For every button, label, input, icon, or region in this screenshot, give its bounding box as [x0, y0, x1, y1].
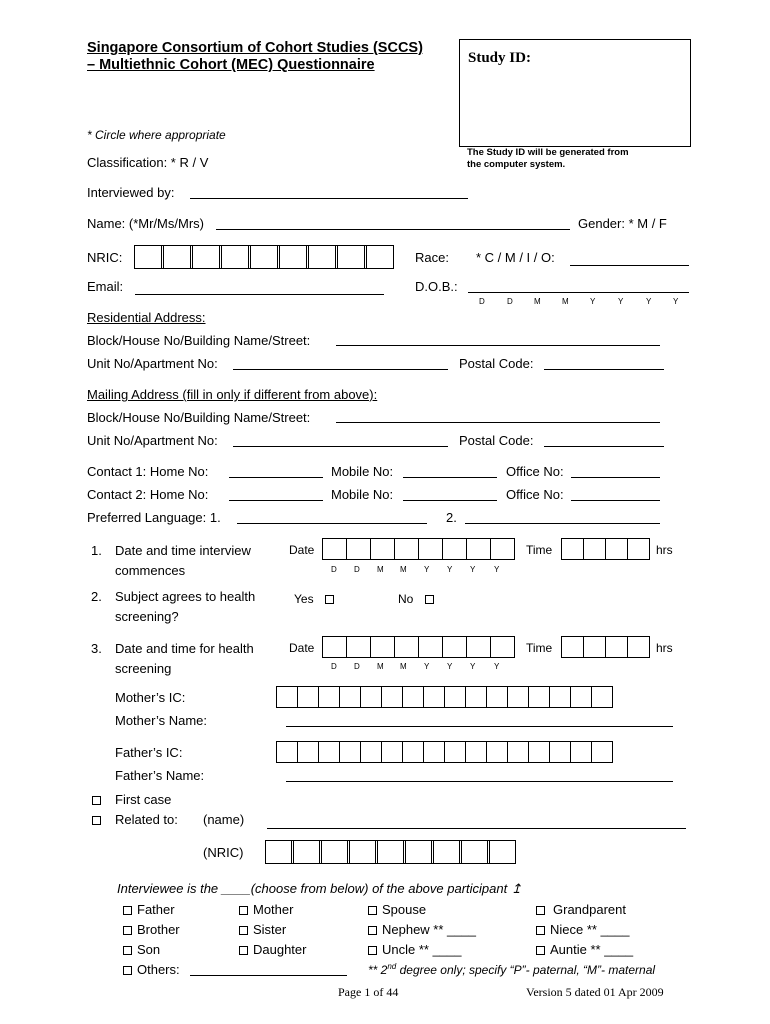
residential-heading: Residential Address:: [87, 310, 206, 325]
related-nric-label: (NRIC): [203, 845, 244, 860]
rel-auntie-label: Auntie ** ____: [550, 942, 634, 957]
dob-label: D.O.B.:: [415, 279, 458, 294]
fathers-ic-boxes[interactable]: [276, 741, 613, 763]
q1-time-boxes[interactable]: [561, 538, 650, 560]
rel-nephew-checkbox[interactable]: [368, 926, 377, 935]
rel-mother-label: Mother: [253, 902, 294, 917]
residential-postal-label: Postal Code:: [459, 356, 534, 371]
rel-others-checkbox[interactable]: [123, 966, 132, 975]
rel-grandparent-checkbox[interactable]: [536, 906, 545, 915]
rel-son-checkbox[interactable]: [123, 946, 132, 955]
contact1-office-label: Office No:: [506, 464, 564, 479]
study-id-note-2: the computer system.: [467, 159, 566, 170]
q1-y1: Y: [424, 565, 430, 574]
study-id-label: Study ID:: [468, 50, 531, 66]
mailing-unit-field[interactable]: [233, 446, 448, 447]
race-label: Race:: [415, 250, 449, 265]
rel-brother-label: Brother: [137, 922, 180, 937]
q3-number: 3.: [91, 641, 102, 656]
first-case-label: First case: [115, 792, 172, 807]
rel-son[interactable]: [123, 942, 160, 957]
dob-field[interactable]: [468, 292, 689, 293]
rel-daughter-label: Daughter: [253, 942, 307, 957]
contact1-mobile-label: Mobile No:: [331, 464, 394, 479]
residential-block-field[interactable]: [336, 345, 660, 346]
q1-y2: Y: [447, 565, 453, 574]
q1-time-label: Time: [526, 543, 553, 557]
dob-y2: Y: [618, 297, 624, 306]
rel-grandparent-label: Grandparent: [553, 902, 626, 917]
mailing-block-field[interactable]: [336, 422, 660, 423]
footnote-sup: nd: [387, 962, 397, 971]
contact2-mobile-label: Mobile No:: [331, 487, 394, 502]
q2-no-label: No: [398, 592, 414, 606]
rel-niece-label: Niece ** ____: [550, 922, 630, 937]
q1-line2: commences: [115, 563, 186, 578]
contact1-home-label: Contact 1: Home No:: [87, 464, 209, 479]
dob-y3: Y: [646, 297, 652, 306]
mothers-name-field[interactable]: [286, 726, 673, 727]
contact1-office-field[interactable]: [571, 477, 660, 478]
q1-date-boxes[interactable]: [322, 538, 515, 560]
q3-d2: D: [354, 662, 360, 671]
language-2-field[interactable]: [465, 523, 660, 524]
dob-d2: D: [507, 297, 513, 306]
language-1-field[interactable]: [237, 523, 427, 524]
footnote-post: degree only; specify “P”- paternal, “M”- maternal: [396, 963, 656, 977]
rel-brother[interactable]: [123, 922, 180, 937]
rel-spouse[interactable]: [368, 902, 426, 917]
mailing-heading: Mailing Address (fill in only if different from above):: [87, 387, 378, 402]
footnote-pre: ** 2: [368, 963, 388, 977]
rel-niece-checkbox[interactable]: [536, 926, 545, 935]
study-id-note-1: The Study ID will be generated from: [467, 147, 629, 158]
related-to-label: Related to:: [115, 812, 178, 827]
rel-uncle[interactable]: [368, 942, 462, 957]
mothers-ic-label: Mother’s IC:: [115, 690, 186, 705]
rel-sister-checkbox[interactable]: [239, 926, 248, 935]
rel-others[interactable]: [123, 962, 180, 977]
q3-time-boxes[interactable]: [561, 636, 650, 658]
residential-postal-field[interactable]: [544, 369, 664, 370]
contact2-office-label: Office No:: [506, 487, 564, 502]
q1-y4: Y: [494, 565, 500, 574]
q1-number: 1.: [91, 543, 102, 558]
related-to-option[interactable]: [92, 812, 178, 827]
q3-hrs-label: hrs: [656, 641, 673, 655]
contact2-home-label: Contact 2: Home No:: [87, 487, 209, 502]
q2-yes-label: Yes: [294, 592, 314, 606]
q3-date-boxes[interactable]: [322, 636, 515, 658]
dob-y1: Y: [590, 297, 596, 306]
q2-line1: Subject agrees to health: [115, 589, 256, 604]
rel-niece[interactable]: [536, 922, 630, 937]
q1-hrs-label: hrs: [656, 543, 673, 557]
q3-line1: Date and time for health: [115, 641, 254, 656]
q2-yes-checkbox[interactable]: [325, 595, 334, 604]
name-field[interactable]: [216, 229, 570, 230]
circle-note: * Circle where appropriate: [87, 128, 226, 142]
rel-grandparent[interactable]: [536, 902, 626, 917]
q2-no-checkbox[interactable]: [425, 595, 434, 604]
q2-no-option[interactable]: [398, 592, 439, 606]
interviewed-by-field[interactable]: [190, 198, 468, 199]
q1-m1: M: [377, 565, 384, 574]
q3-date-label: Date: [289, 641, 315, 655]
q1-d2: D: [354, 565, 360, 574]
q3-line2: screening: [115, 661, 172, 676]
contact2-home-field[interactable]: [229, 500, 323, 501]
related-name-field[interactable]: [267, 828, 686, 829]
degree-footnote: [368, 962, 655, 977]
fathers-name-label: Father’s Name:: [115, 768, 205, 783]
contact1-mobile-field[interactable]: [403, 477, 497, 478]
race-options[interactable]: * C / M / I / O:: [476, 250, 555, 265]
q2-number: 2.: [91, 589, 102, 604]
name-label: Name: (*Mr/Ms/Mrs): [87, 216, 204, 231]
rel-others-field[interactable]: [190, 975, 347, 976]
email-field[interactable]: [135, 294, 384, 295]
rel-daughter[interactable]: [239, 942, 306, 957]
q1-d1: D: [331, 565, 337, 574]
page-number: Page 1 of 44: [338, 985, 399, 999]
interviewed-by-label: Interviewed by:: [87, 185, 175, 200]
form-title-line2: – Multiethnic Cohort (MEC) Questionnaire: [87, 57, 375, 73]
rel-sister-label: Sister: [253, 922, 287, 937]
form-title-line1: Singapore Consortium of Cohort Studies (SCCS): [87, 40, 423, 56]
q1-date-label: Date: [289, 543, 315, 557]
rel-daughter-checkbox[interactable]: [239, 946, 248, 955]
version-text: Version 5 dated 01 Apr 2009: [526, 985, 664, 999]
rel-sister[interactable]: [239, 922, 286, 937]
study-id-box[interactable]: [459, 39, 691, 147]
rel-spouse-checkbox[interactable]: [368, 906, 377, 915]
mothers-name-label: Mother’s Name:: [115, 713, 207, 728]
first-case-option[interactable]: [92, 792, 171, 807]
rel-auntie-checkbox[interactable]: [536, 946, 545, 955]
q2-line2: screening?: [115, 609, 179, 624]
q3-m2: M: [400, 662, 407, 671]
mailing-block-label: Block/House No/Building Name/Street:: [87, 410, 311, 425]
dob-m2: M: [562, 297, 569, 306]
rel-nephew-label: Nephew ** ____: [382, 922, 476, 937]
q1-line1: Date and time interview: [115, 543, 251, 558]
classification: Classification: * R / V: [87, 155, 209, 170]
race-other-field[interactable]: [570, 265, 689, 266]
language-label: Preferred Language: 1.: [87, 510, 221, 525]
rel-brother-checkbox[interactable]: [123, 926, 132, 935]
q2-yes-option[interactable]: [294, 592, 339, 606]
mothers-ic-boxes[interactable]: [276, 686, 613, 708]
email-label: Email:: [87, 279, 124, 294]
rel-spouse-label: Spouse: [382, 902, 427, 917]
q3-y4: Y: [494, 662, 500, 671]
residential-unit-label: Unit No/Apartment No:: [87, 356, 218, 371]
nric-label: NRIC:: [87, 250, 123, 265]
rel-son-label: Son: [137, 942, 161, 957]
mailing-unit-label: Unit No/Apartment No:: [87, 433, 218, 448]
first-case-checkbox[interactable]: [92, 796, 101, 805]
contact2-mobile-field[interactable]: [403, 500, 497, 501]
rel-uncle-label: Uncle ** ____: [382, 942, 462, 957]
q3-d1: D: [331, 662, 337, 671]
q1-m2: M: [400, 565, 407, 574]
rel-others-label: Others:: [137, 962, 180, 977]
dob-m1: M: [534, 297, 541, 306]
contact1-home-field[interactable]: [229, 477, 323, 478]
rel-auntie[interactable]: [536, 942, 633, 957]
q1-y3: Y: [470, 565, 476, 574]
nric-boxes[interactable]: [134, 245, 394, 269]
q3-y1: Y: [424, 662, 430, 671]
rel-mother-checkbox[interactable]: [239, 906, 248, 915]
language-2-label: 2.: [446, 510, 457, 525]
q3-y2: Y: [447, 662, 453, 671]
interviewee-instruction: Interviewee is the ____(choose from below) of the above participant ↥: [117, 881, 522, 896]
gender-option[interactable]: Gender: * M / F: [578, 216, 667, 231]
rel-mother[interactable]: [239, 902, 293, 917]
fathers-name-field[interactable]: [286, 781, 673, 782]
rel-uncle-checkbox[interactable]: [368, 946, 377, 955]
rel-father-checkbox[interactable]: [123, 906, 132, 915]
rel-nephew[interactable]: [368, 922, 476, 937]
contact2-office-field[interactable]: [571, 500, 660, 501]
related-name-label: (name): [203, 812, 245, 827]
dob-d1: D: [479, 297, 485, 306]
q3-time-label: Time: [526, 641, 553, 655]
q3-y3: Y: [470, 662, 476, 671]
residential-unit-field[interactable]: [233, 369, 448, 370]
mailing-postal-field[interactable]: [544, 446, 664, 447]
rel-father[interactable]: [123, 902, 175, 917]
rel-father-label: Father: [137, 902, 175, 917]
related-to-checkbox[interactable]: [92, 816, 101, 825]
q3-m1: M: [377, 662, 384, 671]
related-nric-boxes[interactable]: [265, 840, 516, 864]
residential-block-label: Block/House No/Building Name/Street:: [87, 333, 311, 348]
dob-y4: Y: [673, 297, 679, 306]
mailing-postal-label: Postal Code:: [459, 433, 534, 448]
fathers-ic-label: Father’s IC:: [115, 745, 183, 760]
